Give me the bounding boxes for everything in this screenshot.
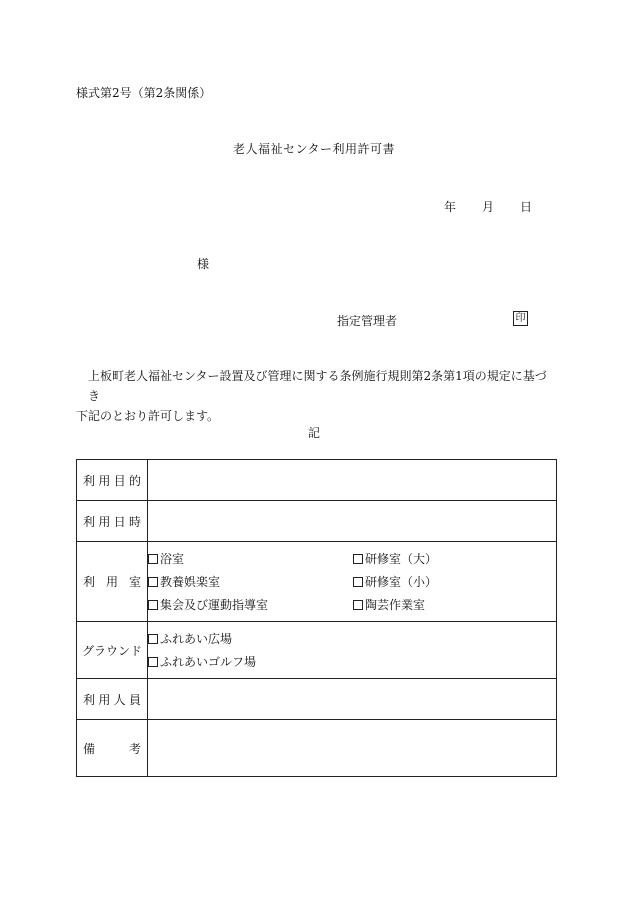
month-label: 月: [482, 200, 495, 214]
checkbox-icon[interactable]: [148, 600, 158, 610]
ground-options: [148, 622, 557, 679]
checkbox-icon[interactable]: [353, 554, 363, 564]
purpose-field[interactable]: [148, 460, 557, 501]
table-row-datetime: [77, 501, 557, 542]
checkbox-icon[interactable]: [353, 577, 363, 587]
persons-label: 利 用 人 員: [77, 679, 148, 720]
permission-statement: [76, 366, 556, 426]
table-row-remarks: [77, 720, 557, 777]
statement-line-1: 上板町老人福祉センター設置及び管理に関する条例施行規則第2条第1項の規定に基づき: [88, 369, 547, 403]
designated-manager-label: 指定管理者: [337, 314, 398, 328]
ground-option-golf[interactable]: ふれあいゴルフ場: [148, 653, 353, 670]
seal-mark: 印: [513, 311, 528, 326]
form-number-label: 様式第2号（第2条関係）: [76, 86, 212, 100]
rooms-label: 利 用 室: [77, 542, 148, 622]
rooms-options: [148, 542, 557, 622]
datetime-label: 利 用 日 時: [77, 501, 148, 542]
datetime-field[interactable]: [148, 501, 557, 542]
room-option-assembly[interactable]: 集会及び運動指導室: [148, 596, 353, 613]
table-row-rooms: [77, 542, 557, 622]
table-row-persons: [77, 679, 557, 720]
table-row-ground: [77, 622, 557, 679]
year-label: 年: [444, 200, 457, 214]
statement-line-2: 下記のとおり許可します。: [76, 409, 220, 423]
ground-label: グラウンド: [77, 622, 148, 679]
document-title: 老人福祉センター利用許可書: [233, 142, 396, 156]
checkbox-icon[interactable]: [353, 600, 363, 610]
ki-heading: 記: [308, 426, 321, 440]
room-option-training-small[interactable]: 研修室（小）: [353, 573, 503, 590]
room-option-pottery[interactable]: 陶芸作業室: [353, 596, 503, 613]
persons-field[interactable]: [148, 679, 557, 720]
table-row-purpose: [77, 460, 557, 501]
day-label: 日: [520, 200, 533, 214]
checkbox-icon[interactable]: [148, 554, 158, 564]
room-option-bath[interactable]: 浴室: [148, 550, 353, 567]
purpose-label: 利 用 目 的: [77, 460, 148, 501]
remarks-field[interactable]: [148, 720, 557, 777]
addressee-suffix: 様: [197, 257, 210, 271]
room-option-recreation[interactable]: 教養娯楽室: [148, 573, 353, 590]
checkbox-icon[interactable]: [148, 634, 158, 644]
checkbox-icon[interactable]: [148, 577, 158, 587]
date-line: [444, 198, 532, 215]
checkbox-icon[interactable]: [148, 657, 158, 667]
room-option-training-large[interactable]: 研修室（大）: [353, 550, 503, 567]
remarks-label: 備 考: [77, 720, 148, 777]
usage-details-table: [76, 459, 557, 777]
ground-option-plaza[interactable]: ふれあい広場: [148, 630, 353, 647]
